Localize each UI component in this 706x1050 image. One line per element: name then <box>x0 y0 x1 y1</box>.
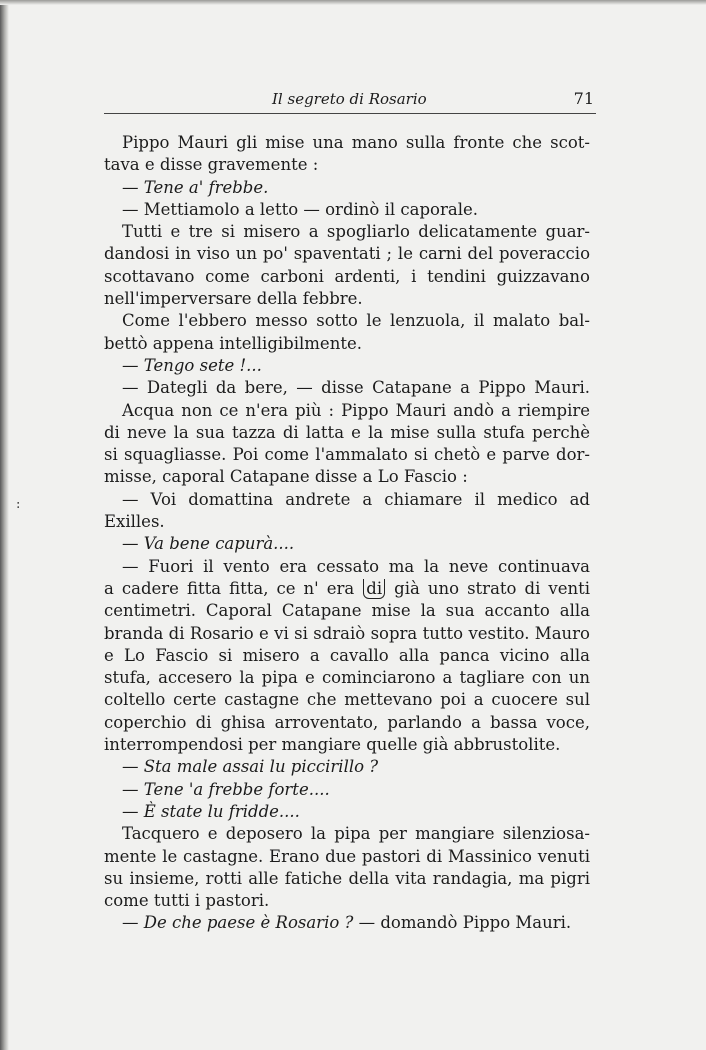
dialogue-italic: — Tene a' frebbe. <box>122 177 269 197</box>
text-line <box>104 756 590 778</box>
dialogue-italic: — Va bene capurà.... <box>122 534 295 554</box>
text-line: centimetri. Caporal Catapane mise la sua accanto alla <box>104 601 590 621</box>
page-binding-shadow <box>0 0 9 1050</box>
text-line <box>104 177 590 199</box>
text-line: bettò appena intelligibilmente. <box>104 333 362 353</box>
text-line: su insieme, rotti alle fatiche della vita randagia, ma pigri <box>104 868 590 888</box>
dialogue-italic: — Tengo sete !... <box>122 355 262 375</box>
text-line: — Fuori il vento era cessato ma la neve continuava <box>122 556 590 576</box>
dialogue-italic: — È state lu fridde.... <box>122 801 300 821</box>
text-line <box>104 533 590 555</box>
text-line: — Mettiamolo a letto — ordinò il caporale. <box>122 199 478 219</box>
header-rule <box>104 113 596 114</box>
text-line: come tutti i pastori. <box>104 891 270 911</box>
text-line: tava e disse gravemente : <box>104 155 319 175</box>
text-segment: — domandò Pippo Mauri. <box>353 913 572 933</box>
text-line: scottavano come carboni ardenti, i tendini guizzavano <box>104 266 590 286</box>
text-line: interrompendosi per mangiare quelle già abbrustolite. <box>104 735 561 755</box>
dialogue-italic: De che paese è Rosario ? <box>143 913 354 933</box>
margin-mark: : <box>16 497 21 512</box>
running-title: Il segreto di Rosario <box>272 90 427 108</box>
text-line: — Voi domattina andrete a chiamare il medico ad <box>122 489 590 509</box>
text-segment: — <box>122 913 144 933</box>
text-line: Tacquero e deposero la pipa per mangiare silenziosa- <box>122 824 590 844</box>
text-line: branda di Rosario e vi si sdraiò sopra tutto vestito. Mauro <box>104 623 590 643</box>
text-line: e Lo Fascio si misero a cavallo alla panca vicino alla <box>104 645 590 665</box>
text-line: coperchio di ghisa arroventato, parlando a bassa voce, <box>104 712 590 732</box>
text-line <box>104 912 590 934</box>
text-line: Tutti e tre si misero a spogliarlo delicatamente guar- <box>122 222 590 242</box>
text-line: Come l'ebbero messo sotto le lenzuola, il malato bal- <box>122 311 590 331</box>
text-line: — Dategli da bere, — disse Catapane a Pippo Mauri. <box>122 378 590 398</box>
page-top-shadow <box>0 0 706 5</box>
text-line <box>104 355 590 377</box>
text-line: coltello certe castagne che mettevano poi a cuocere sul <box>104 690 590 710</box>
text-line <box>104 578 590 600</box>
text-line <box>104 779 590 801</box>
text-line: Acqua non ce n'era più : Pippo Mauri andò a riempire <box>122 400 590 420</box>
text-line: di neve la sua tazza di latta e la mise sulla stufa perchè <box>104 422 590 442</box>
proofreader-mark: di <box>363 579 385 599</box>
text-segment: a cadere fitta fitta, ce n' era <box>104 578 363 598</box>
text-line: mente le castagne. Erano due pastori di Massinico venuti <box>104 846 590 866</box>
dialogue-italic: — Tene 'a frebbe forte.... <box>122 779 330 799</box>
text-line: stufa, accesero la pipa e cominciarono a tagliare con un <box>104 668 590 688</box>
page-number: 71 <box>573 89 594 108</box>
text-line <box>104 801 590 823</box>
running-header <box>104 88 596 110</box>
text-line: Exilles. <box>104 512 165 532</box>
text-segment: già uno strato di venti <box>386 578 591 598</box>
text-line: Pippo Mauri gli mise una mano sulla fronte che scot- <box>122 133 590 152</box>
text-line: dandosi in viso un po' spaventati ; le carni del poveraccio <box>104 244 590 264</box>
text-line: si squagliasse. Poi come l'ammalato si chetò e parve dor- <box>104 445 590 465</box>
dialogue-italic: — Sta male assai lu piccirillo ? <box>122 757 379 777</box>
text-body <box>104 132 590 935</box>
text-line: misse, caporal Catapane disse a Lo Fascio : <box>104 467 468 487</box>
text-line: nell'imperversare della febbre. <box>104 289 363 309</box>
